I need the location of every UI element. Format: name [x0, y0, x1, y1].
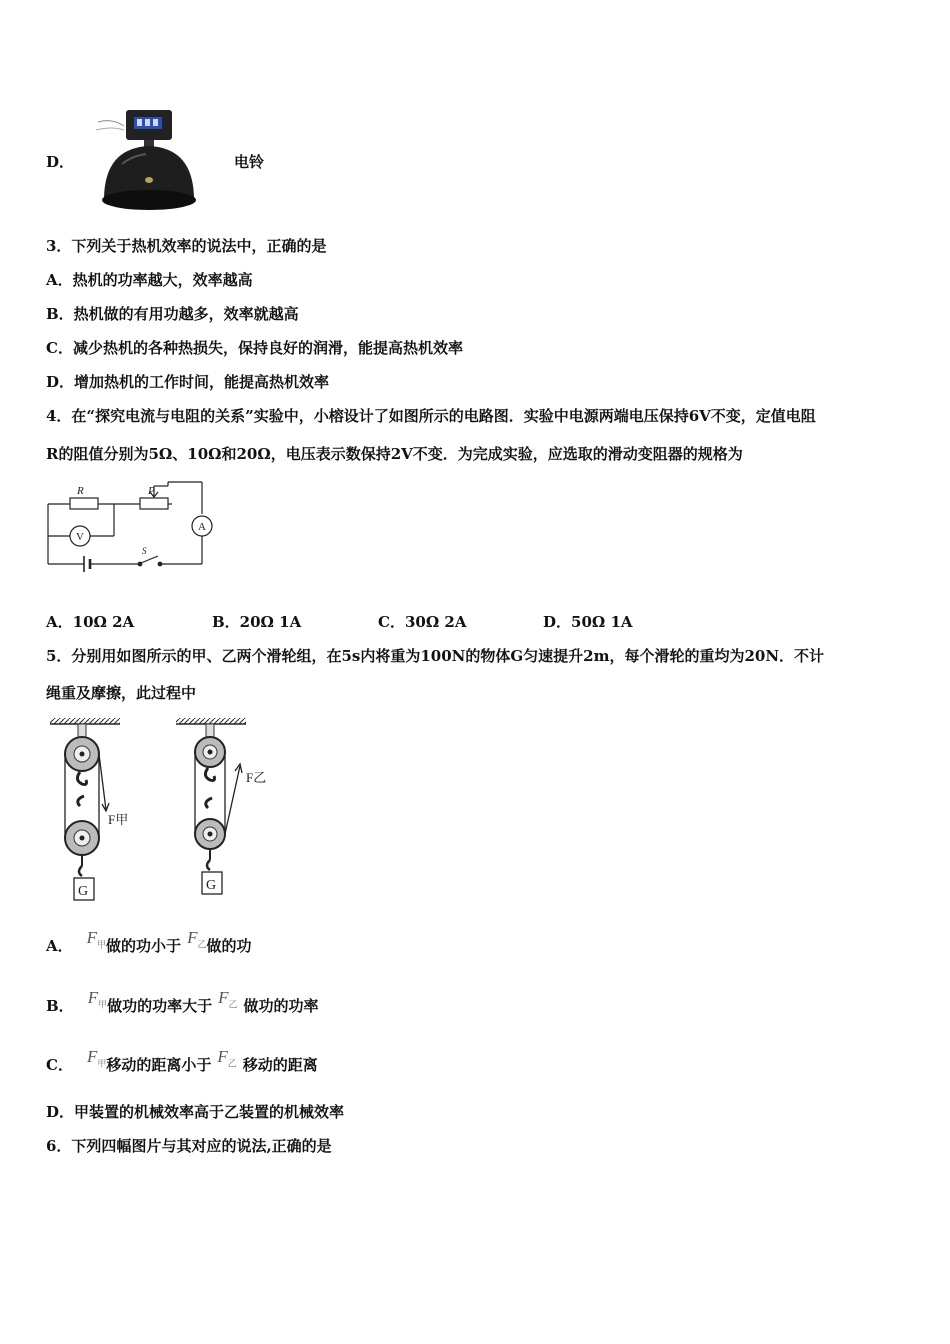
- f-sub-jia: 甲: [97, 1058, 107, 1069]
- circuit-diagram: [44, 478, 216, 578]
- f-jia-symbol: [86, 1047, 107, 1069]
- pulley-system-jia: [50, 718, 128, 900]
- q5-option-d: D．甲装置的机械效率高于乙装置的机械效率: [46, 1103, 345, 1121]
- q3-option-b: B．热机做的有用功越多，效率就越高: [46, 305, 299, 323]
- q5-option-c-letter: C．: [46, 1056, 73, 1074]
- force-f-jia: F甲: [108, 812, 129, 827]
- f-sub-yi: 乙: [228, 999, 238, 1010]
- q5-option-c: [46, 1047, 318, 1081]
- f-yi-symbol: [218, 988, 238, 1010]
- f-jia-symbol: [87, 988, 108, 1010]
- weight-g-right: G: [206, 878, 217, 893]
- q4-option-d: D．50Ω 1A: [543, 613, 633, 631]
- q5-option-b-mid: 做功的功率大于: [107, 997, 213, 1015]
- f-yi-symbol: [187, 928, 207, 950]
- q5-option-b-letter: B．: [46, 997, 74, 1015]
- q5-option-a-letter: A．: [46, 937, 73, 955]
- q3-option-d: D．增加热机的工作时间，能提高热机效率: [46, 373, 330, 391]
- f-letter: F: [217, 1047, 228, 1066]
- f-letter: F: [187, 928, 198, 947]
- f-sub-yi: 乙: [197, 939, 207, 950]
- q2-option-d-letter: D．: [46, 153, 75, 171]
- q4-stem-line2: R的阻值分别为5Ω、10Ω和20Ω，电压表示数保持2V不变．为完成实验，应选取的滑动变阻器的规格为: [46, 445, 743, 463]
- resistor-r: [70, 498, 98, 509]
- q3-option-a: A．热机的功率越大，效率越高: [46, 271, 253, 289]
- q4-option-b: B．20Ω 1A: [212, 613, 302, 631]
- label-p: P: [148, 485, 155, 497]
- f-sub-yi: 乙: [227, 1058, 237, 1069]
- q6-stem: 6．下列四幅图片与其对应的说法,正确的是: [46, 1137, 332, 1155]
- force-f-yi: F乙: [246, 770, 267, 785]
- f-letter: F: [86, 1047, 98, 1066]
- electric-bell-image: [90, 104, 210, 214]
- f-jia-symbol: [86, 928, 107, 950]
- f-letter: F: [218, 988, 229, 1007]
- f-letter: F: [87, 988, 99, 1007]
- label-r: R: [77, 485, 84, 497]
- label-s: S: [142, 546, 147, 556]
- q5-option-a: [46, 928, 252, 962]
- rheostat: [140, 498, 168, 509]
- q5-option-a-mid: 做的功小于: [106, 937, 182, 955]
- q5-stem-line1: 5．分别用如图所示的甲、乙两个滑轮组，在5s内将重为100N的物体G匀速提升2m，每个滑轮的重均为20N．不计: [46, 647, 825, 665]
- f-sub-jia: 甲: [98, 999, 108, 1010]
- pulley-system-yi: [176, 718, 266, 894]
- q5-option-b-tail: 做功的功率: [243, 997, 319, 1015]
- q5-option-c-mid: 移动的距离小于: [106, 1056, 212, 1074]
- q5-stem-line2: 绳重及摩擦，此过程中: [46, 684, 197, 702]
- label-a: A: [198, 521, 206, 533]
- q2-option-d-text: 电铃: [234, 153, 265, 171]
- f-yi-symbol: [217, 1047, 237, 1069]
- f-sub-jia: 甲: [97, 939, 107, 950]
- q5-option-a-tail: 做的功: [206, 937, 252, 955]
- q5-option-b: [46, 988, 319, 1022]
- q4-option-c: C．30Ω 2A: [378, 613, 467, 631]
- q3-stem: 3．下列关于热机效率的说法中，正确的是: [46, 237, 327, 255]
- label-v: V: [76, 531, 84, 543]
- q4-stem-line1: 4．在“探究电流与电阻的关系”实验中，小榕设计了如图所示的电路图．实验中电源两端电压保持6V不变，定值电阻: [46, 407, 816, 425]
- q4-option-a: A．10Ω 2A: [46, 613, 135, 631]
- pulley-figure: [44, 714, 274, 908]
- q5-option-c-tail: 移动的距离: [242, 1056, 318, 1074]
- q3-option-c: C．减少热机的各种热损失，保持良好的润滑，能提高热机效率: [46, 339, 463, 357]
- f-letter: F: [86, 928, 98, 947]
- weight-g-left: G: [78, 884, 89, 899]
